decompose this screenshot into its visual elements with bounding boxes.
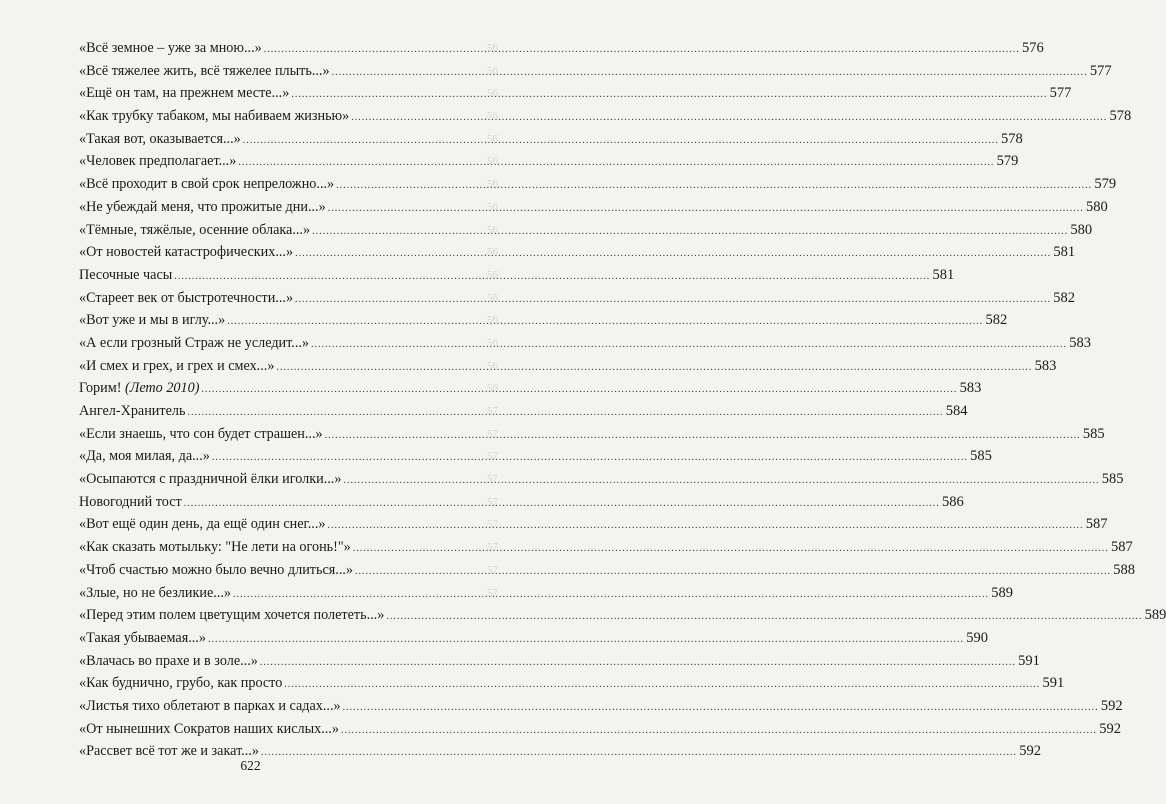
dot-leader [238,152,994,175]
entry-title-text: Ангел-Хранитель [79,403,186,419]
entry-title [79,219,310,242]
entry-title-text: «Листья тихо облетают в парках и садах...» [79,697,341,714]
dot-leader [295,243,1051,266]
dot-leader [325,425,1081,448]
dot-leader [328,198,1084,221]
dot-leader [295,289,1051,312]
entry-page-number: 587 [1111,539,1133,556]
dot-leader [174,266,930,289]
entry-title-text: «Человек предполагает...» [79,153,237,170]
dot-leader [227,311,983,334]
entry-page-number: 587 [1085,516,1108,533]
entry-title [79,672,282,695]
dot-leader [187,402,943,425]
entry-page-number: 592 [1019,743,1041,760]
entry-page-number: 585 [1082,425,1105,442]
entry-page-number: 583 [1034,357,1057,374]
entry-title [79,355,274,378]
entry-title [79,718,339,741]
toc-entry [79,37,1044,60]
toc-entry [79,355,1057,378]
entry-page-number: 582 [1053,289,1076,306]
entry-title [79,60,330,83]
toc-entry [79,627,988,650]
entry-page-number: 582 [985,312,1008,329]
entry-page-number: 585 [970,448,992,465]
entry-page-number: 591 [1042,675,1065,692]
entry-title-text: «Вот уже и мы в иглу...» [79,312,226,329]
entry-title-text: «Ещё он там, на прежнем месте...» [79,85,290,102]
dot-leader [353,538,1109,561]
toc-entry [79,491,964,514]
entry-title-text: «Как сказать мотыльку: "Не лети на огонь!"» [79,539,351,556]
toc-entry [79,128,1023,151]
toc-entry [79,219,1093,242]
entry-page-number: 586 [941,493,964,510]
dot-leader [276,357,1032,380]
entry-title-text: Песочные часы [79,266,173,283]
show-through-numbers: 56 56 56 56 56 56 56 56 56 56 56 56 56 56 56 56 57 57 57 57 57 57 57 57 57 [487,42,498,599]
entry-title-text: «От новостей катастрофических...» [79,244,294,261]
entry-page-number: 581 [1053,244,1076,261]
dot-leader [291,84,1047,107]
entry-page-number: 592 [1099,720,1121,737]
entry-page-number: 580 [1070,221,1093,238]
entry-page-number: 589 [1144,607,1166,624]
toc-entry [79,468,1124,491]
toc-entry [79,672,1065,695]
entry-title-text: «От нынешних Сократов наших кислых...» [79,720,339,737]
entry-title-text: «Рассвет всё тот же и закат...» [79,743,259,760]
entry-page-number: 578 [1000,130,1023,147]
entry-title [79,105,349,128]
entry-page-number: 581 [932,266,955,283]
entry-title [79,491,182,514]
entry-title [79,604,384,627]
toc-entry [79,650,1040,673]
dot-leader [351,107,1107,130]
entry-page-number: 580 [1085,198,1108,215]
toc-entry [79,536,1133,559]
dot-leader [336,175,1092,198]
entry-page-number: 589 [991,584,1013,601]
toc-entry [79,196,1108,219]
entry-title-text: «Такая вот, оказывается...» [79,130,241,147]
dot-leader [264,39,1020,62]
entry-title [79,400,185,423]
entry-title [79,582,231,605]
entry-title [79,241,293,264]
entry-title [79,37,262,60]
entry-title-text: «Перед этим полем цветущим хочется полететь...» [79,607,385,624]
toc-entry [79,695,1123,718]
dot-leader [341,720,1097,743]
entry-title-text: «Всё тяжелее жить, всё тяжелее плыть...» [79,62,330,79]
dot-leader [201,379,957,402]
entry-title-text: «Вот ещё один день, да ещё один снег...» [79,516,326,533]
entry-title-text: «Всё проходит в свой срок непреложно...» [79,176,335,193]
dot-leader [243,130,999,153]
entry-title-text: «Да, моя милая, да...» [79,448,210,465]
entry-title [79,695,341,718]
entry-page-number: 592 [1100,697,1123,714]
entry-title-text: «Как трубку табаком, мы набиваем жизнью» [79,108,350,125]
dot-leader [284,674,1040,697]
toc-entry [79,287,1076,310]
toc-entry [79,604,1166,627]
dot-leader [260,652,1016,675]
entry-title-text: «Если знаешь, что сон будет страшен...» [79,425,323,442]
entry-title-text: Новогодний тост [79,493,182,510]
entry-page-number: 583 [1069,334,1092,351]
entry-title [79,468,341,491]
entry-title-text: «А если грозный Страж не уследит...» [79,334,310,351]
entry-title [79,536,351,559]
entry-title [79,309,225,332]
toc-entry [79,82,1072,105]
entry-page-number: 577 [1049,85,1072,102]
entry-title-text: «Стареет век от быстротечности...» [79,289,294,306]
entry-title [79,332,309,355]
entry-page-number: 591 [1018,652,1040,669]
entry-page-number: 578 [1109,108,1132,125]
entry-title [79,82,289,105]
entry-page-number: 579 [1094,176,1117,193]
entry-page-number: 584 [945,403,968,419]
entry-title [79,513,326,536]
entry-title [79,150,236,173]
entry-title [79,423,323,446]
entry-title [79,128,241,151]
dot-leader [332,62,1088,85]
entry-title [79,264,172,287]
entry-page-number: 583 [959,380,982,397]
entry-page-number: 577 [1089,62,1112,79]
dot-leader [312,221,1068,244]
toc-entry [79,150,1019,173]
entry-title-text: «Всё земное – уже за мною...» [79,40,262,56]
dot-leader [184,493,940,516]
entry-note: (Лето 2010) [124,380,200,397]
entry-title [79,196,326,219]
entry-title-text: «Такая убываемая...» [79,629,206,646]
toc-entry [79,559,1136,582]
toc-entry [79,423,1105,446]
entry-page-number: 576 [1021,40,1044,56]
entry-title-text: «Чтоб счастью можно было вечно длиться...» [79,561,354,578]
entry-title-text: «Тёмные, тяжёлые, осенние облака...» [79,221,311,238]
entry-title-text: «И смех и грех, и грех и смех...» [79,357,275,374]
entry-page-number: 579 [996,153,1019,170]
entry-title-text: «Осыпаются с праздничной ёлки иголки...» [79,471,342,488]
toc-entry [79,173,1117,196]
page-number: 622 [240,758,261,773]
toc-entry [79,332,1092,355]
dot-leader [212,447,968,470]
toc-entry [79,400,968,423]
dot-leader [343,697,1099,720]
entry-title-text: «Не убеждай меня, что прожитые дни...» [79,198,326,215]
entry-title [79,650,258,673]
entry-title-text: «Влачась во прахе и в золе...» [79,652,258,669]
dot-leader [343,470,1099,493]
entry-title-text: «Злые, но не безликие...» [79,584,231,601]
toc-entry [79,105,1132,128]
entry-title [79,377,199,400]
toc-entry [79,377,982,400]
entry-page-number: 588 [1113,561,1136,578]
toc-entry [79,309,1008,332]
entry-title-text: «Как буднично, грубо, как просто [79,675,283,692]
toc-entry [79,60,1112,83]
entry-page-number: 585 [1101,471,1124,488]
toc-entry [79,582,1013,605]
toc-entry [79,513,1108,536]
entry-title [79,173,334,196]
entry-title [79,559,353,582]
dot-leader [328,515,1084,538]
toc-entry [79,264,955,287]
entry-title [79,445,210,468]
entry-page-number: 590 [966,629,988,646]
toc-entry [79,445,992,468]
dot-leader [233,584,989,607]
dot-leader [208,629,964,652]
toc-entry [79,718,1121,741]
entry-title [79,627,206,650]
toc-entry [79,241,1076,264]
dot-leader [311,334,1067,357]
entry-title-text: Горим! [79,380,122,397]
entry-title [79,287,293,310]
dot-leader [355,561,1111,584]
